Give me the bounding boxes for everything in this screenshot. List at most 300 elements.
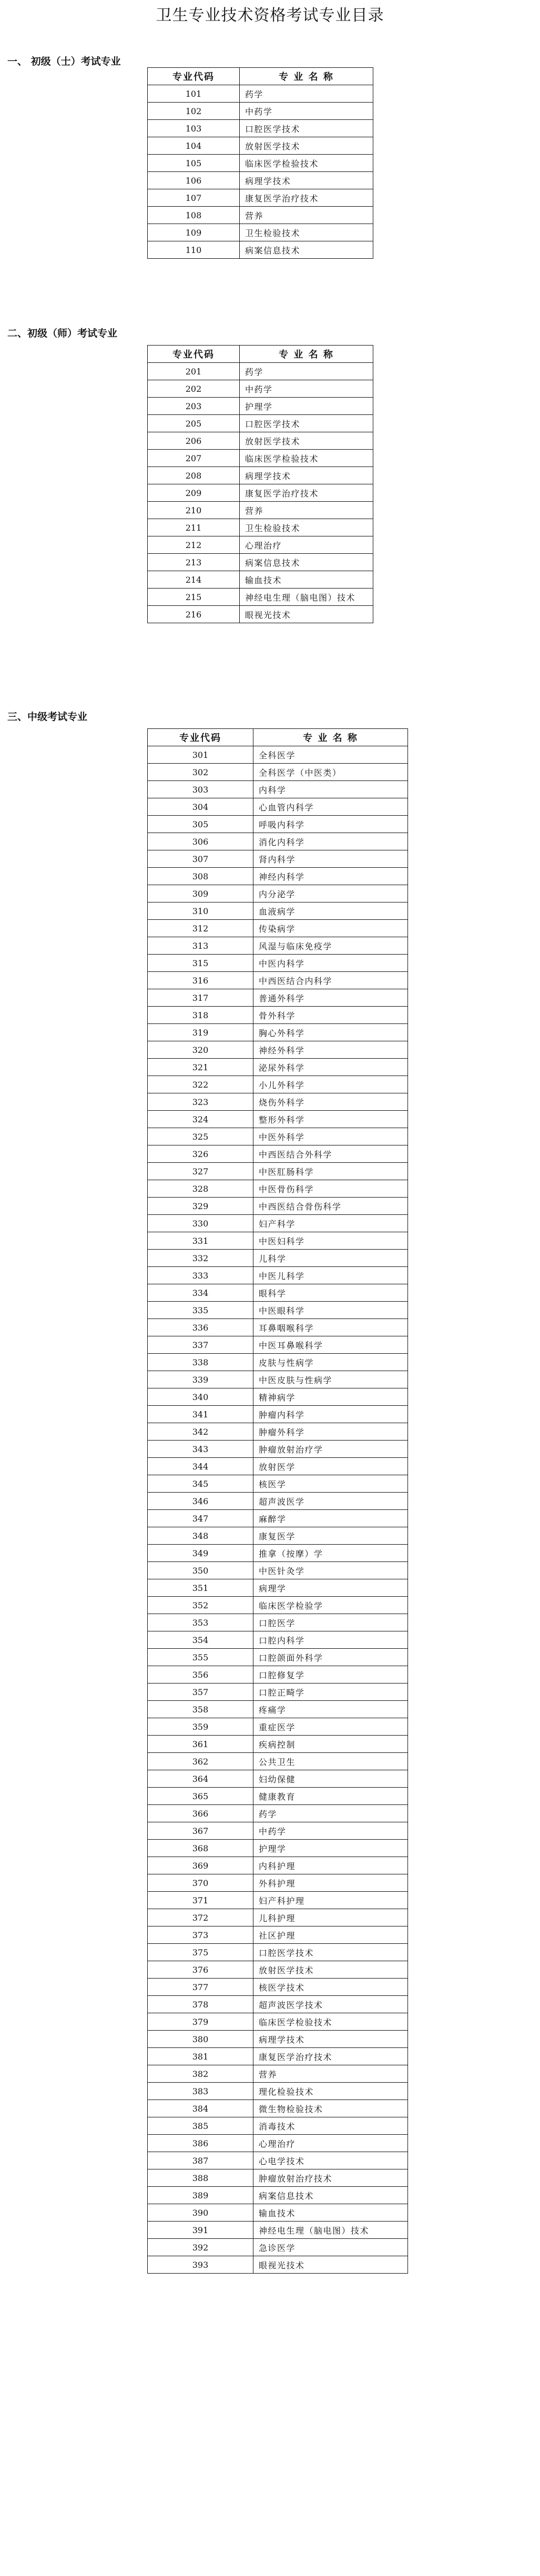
specialty-code: 102: [148, 103, 240, 120]
specialty-code: 389: [148, 2187, 253, 2204]
specialty-code: 336: [148, 1319, 253, 1336]
table-row: [148, 781, 408, 798]
specialty-code: 348: [148, 1527, 253, 1545]
table-row: [148, 1701, 408, 1718]
table-header-row: [148, 346, 373, 363]
table-row: [148, 1683, 408, 1701]
table-row: [148, 1631, 408, 1649]
specialty-name: 理化检验技术: [253, 2083, 408, 2100]
specialty-code: 212: [148, 536, 240, 554]
table-row: [148, 2256, 408, 2274]
page-title: 卫生专业技术资格考试专业目录: [156, 6, 384, 25]
specialty-code: 106: [148, 172, 240, 189]
table-row: [148, 850, 408, 868]
specialty-name: 肿瘤放射治疗技术: [253, 2169, 408, 2187]
specialty-code: 338: [148, 1354, 253, 1371]
specialty-name: 妇产科学: [253, 1215, 408, 1232]
table-row: [148, 363, 373, 380]
specialty-code: 339: [148, 1371, 253, 1388]
table-row: [148, 172, 373, 189]
table-row: [148, 1979, 408, 1996]
table-row: [148, 1128, 408, 1145]
specialty-code: 205: [148, 415, 240, 432]
specialty-code: 351: [148, 1579, 253, 1597]
header-name: 专 业 名 称: [240, 346, 373, 363]
specialty-code: 328: [148, 1180, 253, 1198]
table-row: [148, 1840, 408, 1857]
table-header-row: [148, 68, 373, 85]
specialty-name: 肿瘤外科学: [253, 1423, 408, 1441]
table-row: [148, 502, 373, 519]
specialty-code: 324: [148, 1111, 253, 1128]
table-row: [148, 1493, 408, 1510]
specialty-name: 肾内科学: [253, 850, 408, 868]
specialty-name: 病理学: [253, 1579, 408, 1597]
specialty-code: 213: [148, 554, 240, 571]
specialty-code: 327: [148, 1163, 253, 1180]
specialty-code: 352: [148, 1597, 253, 1614]
table-row: [148, 1822, 408, 1840]
specialty-code: 346: [148, 1493, 253, 1510]
specialty-code: 208: [148, 467, 240, 484]
table-row: [148, 833, 408, 850]
header-name: 专 业 名 称: [253, 729, 408, 746]
specialty-code: 391: [148, 2222, 253, 2239]
specialty-name: 卫生检验技术: [240, 224, 373, 241]
specialty-code: 349: [148, 1545, 253, 1562]
specialty-name: 病理学技术: [240, 172, 373, 189]
specialty-name: 核医学: [253, 1475, 408, 1493]
table-row: [148, 103, 373, 120]
specialty-name: 病案信息技术: [240, 241, 373, 259]
table-row: [148, 137, 373, 155]
specialty-name: 中医骨伤科学: [253, 1180, 408, 1198]
specialty-name: 口腔医学: [253, 1614, 408, 1631]
specialty-name: 呼吸内科学: [253, 816, 408, 833]
specialty-name: 心电学技术: [253, 2152, 408, 2169]
table-row: [148, 1406, 408, 1423]
specialty-name: 儿科护理: [253, 1909, 408, 1926]
specialty-code: 332: [148, 1250, 253, 1267]
specialty-code: 109: [148, 224, 240, 241]
table-junior-technician: [147, 67, 373, 259]
table-row: [148, 2169, 408, 2187]
table-row: [148, 554, 373, 571]
specialty-name: 社区护理: [253, 1926, 408, 1944]
specialty-code: 384: [148, 2100, 253, 2117]
specialty-code: 103: [148, 120, 240, 137]
specialty-name: 中西医结合内科学: [253, 972, 408, 989]
specialty-name: 骨外科学: [253, 1007, 408, 1024]
specialty-name: 精神病学: [253, 1388, 408, 1406]
table-row: [148, 1371, 408, 1388]
specialty-name: 神经内科学: [253, 868, 408, 885]
specialty-code: 380: [148, 2031, 253, 2048]
specialty-name: 超声波医学技术: [253, 1996, 408, 2013]
specialty-name: 小儿外科学: [253, 1076, 408, 1093]
specialty-name: 中医内科学: [253, 955, 408, 972]
table-row: [148, 432, 373, 450]
specialty-code: 356: [148, 1666, 253, 1683]
table-row: [148, 2100, 408, 2117]
specialty-code: 379: [148, 2013, 253, 2031]
specialty-code: 368: [148, 1840, 253, 1857]
specialty-name: 临床医学检验技术: [240, 155, 373, 172]
table-row: [148, 1458, 408, 1475]
specialty-name: 微生物检验技术: [253, 2100, 408, 2117]
specialty-name: 消毒技术: [253, 2117, 408, 2135]
table-row: [148, 1059, 408, 1076]
specialty-code: 319: [148, 1024, 253, 1041]
specialty-name: 口腔医学技术: [240, 415, 373, 432]
table-row: [148, 764, 408, 781]
specialty-name: 放射医学技术: [240, 432, 373, 450]
table-row: [148, 536, 373, 554]
table-row: [148, 2083, 408, 2100]
table-row: [148, 1475, 408, 1493]
table-row: [148, 1336, 408, 1354]
specialty-name: 儿科学: [253, 1250, 408, 1267]
table-row: [148, 2117, 408, 2135]
specialty-name: 传染病学: [253, 920, 408, 937]
specialty-code: 312: [148, 920, 253, 937]
table-row: [148, 1093, 408, 1111]
table-row: [148, 1232, 408, 1250]
specialty-name: 普通外科学: [253, 989, 408, 1007]
specialty-name: 输血技术: [240, 571, 373, 589]
table-row: [148, 1354, 408, 1371]
table-row: [148, 1250, 408, 1267]
table-row: [148, 1718, 408, 1736]
specialty-code: 326: [148, 1145, 253, 1163]
table-row: [148, 398, 373, 415]
table-intermediate: [147, 728, 408, 2274]
table-row: [148, 746, 408, 764]
specialty-name: 药学: [240, 85, 373, 103]
table-row: [148, 816, 408, 833]
specialty-code: 345: [148, 1475, 253, 1493]
specialty-code: 320: [148, 1041, 253, 1059]
specialty-name: 口腔修复学: [253, 1666, 408, 1683]
specialty-code: 305: [148, 816, 253, 833]
specialty-name: 口腔正畸学: [253, 1683, 408, 1701]
specialty-name: 中医妇科学: [253, 1232, 408, 1250]
table-row: [148, 2031, 408, 2048]
table-row: [148, 955, 408, 972]
specialty-code: 105: [148, 155, 240, 172]
specialty-code: 335: [148, 1302, 253, 1319]
specialty-code: 209: [148, 484, 240, 502]
specialty-name: 妇幼保健: [253, 1770, 408, 1788]
table-row: [148, 1909, 408, 1926]
specialty-code: 210: [148, 502, 240, 519]
specialty-name: 疼痛学: [253, 1701, 408, 1718]
table-row: [148, 1180, 408, 1198]
specialty-name: 疾病控制: [253, 1736, 408, 1753]
specialty-code: 344: [148, 1458, 253, 1475]
specialty-code: 350: [148, 1562, 253, 1579]
specialty-code: 367: [148, 1822, 253, 1840]
specialty-name: 神经电生理（脑电图）技术: [253, 2222, 408, 2239]
table-row: [148, 155, 373, 172]
specialty-code: 375: [148, 1944, 253, 1961]
table-row: [148, 1041, 408, 1059]
table-row: [148, 989, 408, 1007]
specialty-code: 329: [148, 1198, 253, 1215]
specialty-name: 护理学: [240, 398, 373, 415]
specialty-name: 重症医学: [253, 1718, 408, 1736]
specialty-code: 386: [148, 2135, 253, 2152]
table-row: [148, 2065, 408, 2083]
specialty-name: 心血管内科学: [253, 798, 408, 816]
specialty-code: 333: [148, 1267, 253, 1284]
table-row: [148, 1562, 408, 1579]
specialty-name: 血液病学: [253, 902, 408, 920]
table-row: [148, 120, 373, 137]
specialty-name: 康复医学: [253, 1527, 408, 1545]
table-row: [148, 467, 373, 484]
specialty-code: 322: [148, 1076, 253, 1093]
table-row: [148, 189, 373, 207]
section-heading-intermediate: 三、中级考试专业: [7, 711, 88, 723]
specialty-code: 215: [148, 589, 240, 606]
specialty-code: 321: [148, 1059, 253, 1076]
specialty-name: 超声波医学: [253, 1493, 408, 1510]
specialty-name: 口腔内科学: [253, 1631, 408, 1649]
specialty-code: 393: [148, 2256, 253, 2274]
specialty-name: 麻醉学: [253, 1510, 408, 1527]
table-row: [148, 2239, 408, 2256]
specialty-code: 303: [148, 781, 253, 798]
table-row: [148, 2152, 408, 2169]
specialty-name: 营养: [240, 502, 373, 519]
table-header-row: [148, 729, 408, 746]
specialty-name: 中药学: [240, 103, 373, 120]
specialty-name: 妇产科护理: [253, 1892, 408, 1909]
specialty-name: 药学: [253, 1805, 408, 1822]
specialty-name: 康复医学治疗技术: [240, 484, 373, 502]
table-row: [148, 2222, 408, 2239]
table-row: [148, 1319, 408, 1336]
specialty-name: 中医耳鼻喉科学: [253, 1336, 408, 1354]
table-row: [148, 1145, 408, 1163]
table-row: [148, 885, 408, 902]
specialty-code: 110: [148, 241, 240, 259]
table-row: [148, 589, 373, 606]
specialty-name: 神经电生理（脑电图）技术: [240, 589, 373, 606]
table-row: [148, 1926, 408, 1944]
specialty-code: 383: [148, 2083, 253, 2100]
specialty-name: 肿瘤内科学: [253, 1406, 408, 1423]
specialty-code: 323: [148, 1093, 253, 1111]
specialty-code: 316: [148, 972, 253, 989]
table-row: [148, 606, 373, 623]
table-row: [148, 1736, 408, 1753]
specialty-code: 390: [148, 2204, 253, 2222]
specialty-code: 202: [148, 380, 240, 398]
specialty-name: 中医外科学: [253, 1128, 408, 1145]
specialty-name: 营养: [253, 2065, 408, 2083]
specialty-name: 内科学: [253, 781, 408, 798]
specialty-name: 眼视光技术: [253, 2256, 408, 2274]
table-row: [148, 1874, 408, 1892]
table-row: [148, 1024, 408, 1041]
specialty-code: 392: [148, 2239, 253, 2256]
specialty-name: 眼科学: [253, 1284, 408, 1302]
section-heading-junior-technician: 一、 初级（士）考试专业: [7, 56, 121, 67]
specialty-name: 急诊医学: [253, 2239, 408, 2256]
table-row: [148, 207, 373, 224]
table-row: [148, 868, 408, 885]
table-row: [148, 1284, 408, 1302]
table-row: [148, 415, 373, 432]
specialty-name: 中医肛肠科学: [253, 1163, 408, 1180]
table-row: [148, 1007, 408, 1024]
specialty-code: 342: [148, 1423, 253, 1441]
table-row: [148, 1753, 408, 1770]
specialty-name: 公共卫生: [253, 1753, 408, 1770]
specialty-code: 358: [148, 1701, 253, 1718]
specialty-code: 108: [148, 207, 240, 224]
specialty-code: 385: [148, 2117, 253, 2135]
specialty-name: 药学: [240, 363, 373, 380]
table-row: [148, 920, 408, 937]
specialty-code: 359: [148, 1718, 253, 1736]
specialty-code: 101: [148, 85, 240, 103]
specialty-name: 推拿（按摩）学: [253, 1545, 408, 1562]
table-row: [148, 2187, 408, 2204]
specialty-code: 302: [148, 764, 253, 781]
specialty-code: 309: [148, 885, 253, 902]
specialty-code: 381: [148, 2048, 253, 2065]
table-row: [148, 1614, 408, 1631]
header-code: 专业代码: [148, 68, 240, 85]
table-row: [148, 1198, 408, 1215]
table-row: [148, 1267, 408, 1284]
table-row: [148, 571, 373, 589]
table-row: [148, 937, 408, 955]
header-name: 专 业 名 称: [240, 68, 373, 85]
table-row: [148, 1857, 408, 1874]
specialty-name: 中药学: [253, 1822, 408, 1840]
table-row: [148, 1944, 408, 1961]
specialty-code: 382: [148, 2065, 253, 2083]
specialty-name: 中医针灸学: [253, 1562, 408, 1579]
table-row: [148, 1510, 408, 1527]
specialty-code: 325: [148, 1128, 253, 1145]
specialty-name: 中医眼科学: [253, 1302, 408, 1319]
table-row: [148, 1076, 408, 1093]
specialty-code: 313: [148, 937, 253, 955]
specialty-code: 366: [148, 1805, 253, 1822]
specialty-name: 烧伤外科学: [253, 1093, 408, 1111]
table-row: [148, 1805, 408, 1822]
specialty-code: 337: [148, 1336, 253, 1354]
specialty-code: 347: [148, 1510, 253, 1527]
specialty-code: 201: [148, 363, 240, 380]
specialty-code: 371: [148, 1892, 253, 1909]
table-row: [148, 2013, 408, 2031]
table-row: [148, 224, 373, 241]
specialty-name: 口腔医学技术: [240, 120, 373, 137]
specialty-name: 全科医学（中医类）: [253, 764, 408, 781]
specialty-name: 康复医学治疗技术: [240, 189, 373, 207]
table-row: [148, 85, 373, 103]
specialty-code: 361: [148, 1736, 253, 1753]
table-row: [148, 519, 373, 536]
specialty-name: 临床医学检验学: [253, 1597, 408, 1614]
specialty-name: 中医皮肤与性病学: [253, 1371, 408, 1388]
specialty-code: 206: [148, 432, 240, 450]
table-row: [148, 1545, 408, 1562]
specialty-name: 心理治疗: [240, 536, 373, 554]
table-row: [148, 1892, 408, 1909]
specialty-name: 整形外科学: [253, 1111, 408, 1128]
specialty-code: 343: [148, 1441, 253, 1458]
specialty-code: 334: [148, 1284, 253, 1302]
table-row: [148, 1423, 408, 1441]
specialty-code: 317: [148, 989, 253, 1007]
specialty-name: 放射医学: [253, 1458, 408, 1475]
specialty-name: 中西医结合骨伤科学: [253, 1198, 408, 1215]
specialty-name: 临床医学检验技术: [253, 2013, 408, 2031]
section-heading-junior-practitioner: 二、初级（师）考试专业: [7, 328, 118, 339]
specialty-code: 372: [148, 1909, 253, 1926]
table-junior-practitioner: [147, 345, 373, 623]
table-row: [148, 1788, 408, 1805]
specialty-code: 330: [148, 1215, 253, 1232]
specialty-code: 373: [148, 1926, 253, 1944]
specialty-name: 消化内科学: [253, 833, 408, 850]
specialty-name: 康复医学治疗技术: [253, 2048, 408, 2065]
table-row: [148, 2135, 408, 2152]
specialty-name: 输血技术: [253, 2204, 408, 2222]
specialty-code: 354: [148, 1631, 253, 1649]
specialty-code: 353: [148, 1614, 253, 1631]
specialty-code: 388: [148, 2169, 253, 2187]
specialty-name: 营养: [240, 207, 373, 224]
specialty-name: 中西医结合外科学: [253, 1145, 408, 1163]
specialty-code: 364: [148, 1770, 253, 1788]
specialty-name: 皮肤与性病学: [253, 1354, 408, 1371]
table-row: [148, 798, 408, 816]
table-row: [148, 1163, 408, 1180]
specialty-code: 370: [148, 1874, 253, 1892]
specialty-name: 胸心外科学: [253, 1024, 408, 1041]
table-row: [148, 484, 373, 502]
table-row: [148, 2204, 408, 2222]
table-row: [148, 1527, 408, 1545]
specialty-code: 307: [148, 850, 253, 868]
specialty-code: 355: [148, 1649, 253, 1666]
specialty-name: 风湿与临床免疫学: [253, 937, 408, 955]
specialty-code: 340: [148, 1388, 253, 1406]
table-row: [148, 450, 373, 467]
table-row: [148, 1441, 408, 1458]
specialty-code: 211: [148, 519, 240, 536]
specialty-name: 全科医学: [253, 746, 408, 764]
specialty-code: 207: [148, 450, 240, 467]
specialty-name: 放射医学技术: [253, 1961, 408, 1979]
table-row: [148, 1961, 408, 1979]
specialty-code: 304: [148, 798, 253, 816]
specialty-name: 眼视光技术: [240, 606, 373, 623]
specialty-name: 卫生检验技术: [240, 519, 373, 536]
specialty-code: 341: [148, 1406, 253, 1423]
specialty-name: 病案信息技术: [240, 554, 373, 571]
table-row: [148, 972, 408, 989]
table-row: [148, 1770, 408, 1788]
